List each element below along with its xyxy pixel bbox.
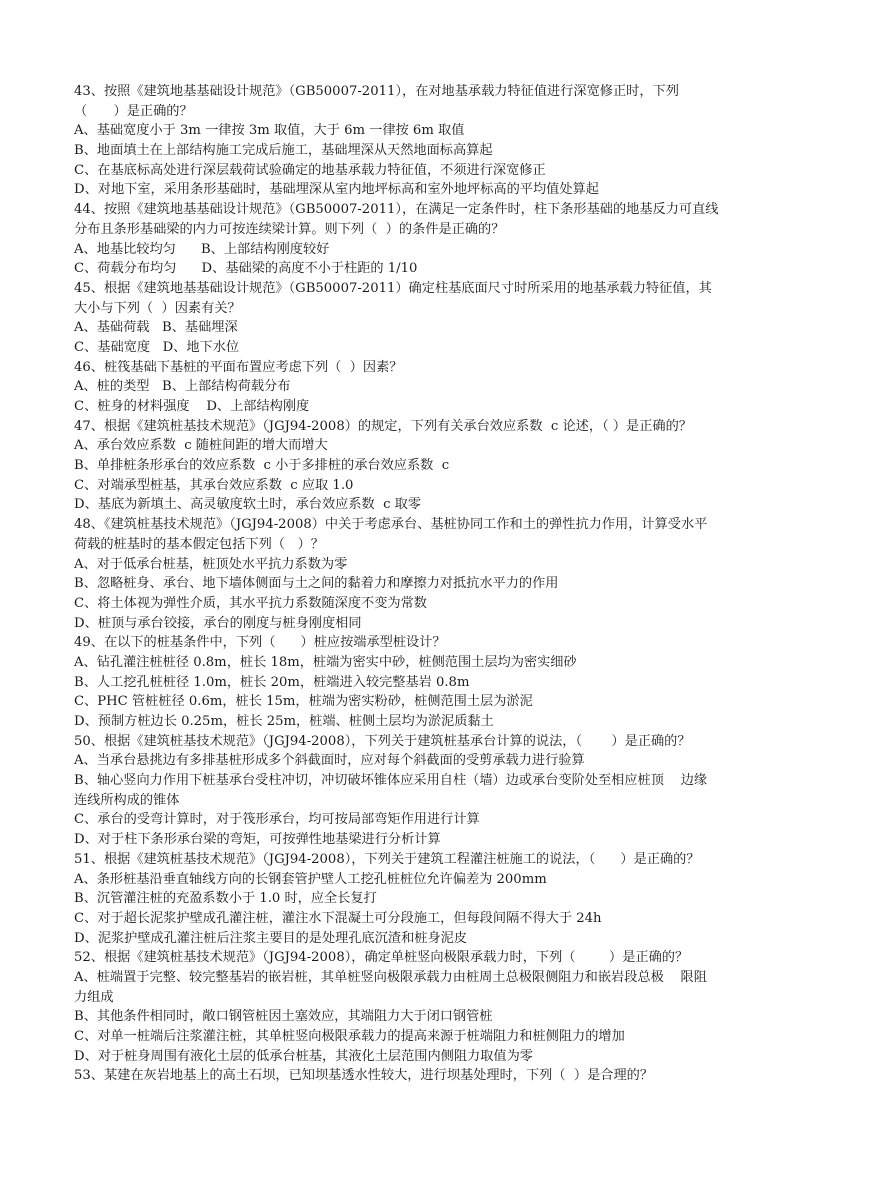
q45-stem-line-1: 45、根据《建筑地基基础设计规范》（GB50007-2011）确定柱基底面尺寸时所采用的地基承载力特征值，其 <box>74 280 712 296</box>
q50-option-c: C、承台的受弯计算时，对于筏形承台，均可按局部弯矩作用进行计算 <box>74 812 480 828</box>
q48-stem-line-1: 48、《建筑桩基技术规范》（JGJ94-2008）中关于考虑承台、基桩协同工作和土的弹性抗力作用，计算受水平 <box>74 517 708 533</box>
q50-option-a: A、当承台悬挑边有多排基桩形成多个斜截面时，应对每个斜截面的受剪承载力进行验算 <box>74 753 585 769</box>
q49-option-d: D、预制方桩边长 0.25m，桩长 25m，桩端、桩侧土层均为淤泥质黏土 <box>74 714 494 729</box>
q47-option-d: D、基底为新填土、高灵敏度软土时，承台效应系数 c 取零 <box>74 497 422 513</box>
q49-option-b: B、人工挖孔桩桩径 1.0m，桩长 20m，桩端进入较完整基岩 0.8m <box>74 674 470 690</box>
q50-option-b-line-2: 连线所构成的锥体 <box>74 792 180 808</box>
q43-stem-line-1: 43、按照《建筑地基基础设计规范》（GB50007-2011），在对地基承载力特征值进行深宽修正时，下列 <box>74 84 679 99</box>
q46-stem: 46、桩筏基础下基桩的平面布置应考虑下列（ ）因素？ <box>74 359 403 375</box>
q49-option-a: A、钻孔灌注桩桩径 0.8m，桩长 18m，桩端为密实中砂，桩侧范围土层均为密实细砂 <box>74 654 577 670</box>
q49-option-c: C、PHC 管桩桩径 0.6m，桩长 15m，桩端为密实粉砂，桩侧范围土层为淤泥 <box>74 694 533 710</box>
q45-options-cd: C、基础宽度 D、地下水位 <box>74 339 240 355</box>
q50-option-d: D、对于柱下条形承台梁的弯矩，可按弹性地基梁进行分析计算 <box>74 832 441 848</box>
q46-options-cd: C、桩身的材料强度 D、上部结构刚度 <box>74 399 310 414</box>
q45-options-ab: A、基础荷载 B、基础埋深 <box>74 320 238 336</box>
q48-option-a: A、对于低承台桩基，桩顶处水平抗力系数为零 <box>74 556 348 572</box>
q51-option-b: B、沉管灌注桩的充盈系数小于 1.0 时，应全长复打 <box>74 891 377 907</box>
q52-option-d: D、对于桩身周围有液化土层的低承台桩基，其液化土层范围内侧阻力取值为零 <box>74 1048 533 1064</box>
q44-stem-line-2: 分布且条形基础梁的内力可按连续梁计算。则下列（ ）的条件是正确的？ <box>74 221 505 237</box>
q52-option-a-line-1: A、桩端置于完整、较完整基岩的嵌岩桩，其单桩竖向极限承载力由桩周土总极限侧阻力和嵌岩段总极 限阻 <box>74 969 707 985</box>
q47-stem: 47、根据《建筑桩基技术规范》（JGJ94-2008）的规定，下列有关承台效应系数 c 论述，（ ）是正确的？ <box>74 418 692 434</box>
q48-option-d: D、桩顶与承台铰接，承台的刚度与桩身刚度相同 <box>74 615 362 631</box>
q43-option-a: A、基础宽度小于 3m 一律按 3m 取值，大于 6m 一律按 6m 取值 <box>74 123 465 139</box>
q50-stem: 50、根据《建筑桩基技术规范》（JGJ94-2008），下列关于建筑桩基承台计算的说法，（ ）是正确的？ <box>74 733 691 749</box>
q47-option-c: C、对端承型桩基，其承台效应系数 c 应取 1.0 <box>74 477 354 493</box>
q47-option-b: B、单排桩条形承台的效应系数 c 小于多排桩的承台效应系数 c <box>74 458 450 474</box>
q43-option-d: D、对地下室，采用条形基础时，基础埋深从室内地坪标高和室外地坪标高的平均值处算起 <box>74 182 599 198</box>
q51-option-c: C、对于超长泥浆护壁成孔灌注桩，灌注水下混凝土可分段施工，但每段间隔不得大于 24h <box>74 910 602 926</box>
q43-stem-line-2: （ ）是正确的？ <box>74 103 193 119</box>
q52-stem: 52、根据《建筑桩基技术规范》（JGJ94-2008），确定单桩竖向极限承载力时，下列（ ）是正确的？ <box>74 950 689 966</box>
q51-option-a: A、条形桩基沿垂直轴线方向的长钢套管护壁人工挖孔桩桩位允许偏差为 200mm <box>74 871 547 887</box>
q44-stem-line-1: 44、按照《建筑地基基础设计规范》（GB50007-2011），在满足一定条件时，柱下条形基础的地基反力可直线 <box>74 202 719 218</box>
q43-option-c: C、在基底标高处进行深层载荷试验确定的地基承载力特征值，不须进行深宽修正 <box>74 162 546 178</box>
q53-stem: 53、某建在灰岩地基上的高土石坝，已知坝基透水性较大，进行坝基处理时，下列（ ）是合理的？ <box>74 1068 654 1084</box>
q45-stem-line-2: 大小与下列（ ）因素有关？ <box>74 300 241 316</box>
q52-option-c: C、对单一桩端后注浆灌注桩，其单桩竖向极限承载力的提高来源于桩端阻力和桩侧阻力的增加 <box>74 1029 625 1044</box>
q51-option-d: D、泥浆护壁成孔灌注桩后注浆主要目的是处理孔底沉渣和桩身泥皮 <box>74 930 468 946</box>
q48-stem-line-2: 荷载的桩基时的基本假定包括下列（ ）？ <box>74 536 324 552</box>
question-text-block <box>74 82 819 1086</box>
q48-option-c: C、将土体视为弹性介质，其水平抗力系数随深度不变为常数 <box>74 595 427 611</box>
q49-stem: 49、在以下的桩基条件中，下列（ ）桩应按端承型桩设计？ <box>74 635 446 651</box>
q52-option-a-line-2: 力组成 <box>74 989 114 1005</box>
q44-options-ab: A、地基比较均匀 B、上部结构刚度较好 <box>74 241 330 257</box>
q51-stem: 51、根据《建筑桩基技术规范》（JGJ94-2008），下列关于建筑工程灌注桩施工的说法，（ ）是正确的？ <box>74 851 700 867</box>
q48-option-b: B、忽略桩身、承台、地下墙体侧面与土之间的黏着力和摩擦力对抵抗水平力的作用 <box>74 576 559 592</box>
q43-option-b: B、地面填土在上部结构施工完成后施工，基础埋深从天然地面标高算起 <box>74 143 493 159</box>
q47-option-a: A、承台效应系数 c 随桩间距的增大而增大 <box>74 438 328 454</box>
q44-options-cd: C、荷载分布均匀 D、基础梁的高度不小于柱距的 1/10 <box>74 261 418 277</box>
q52-option-b: B、其他条件相同时，敞口钢管桩因土塞效应，其端阻力大于闭口钢管桩 <box>74 1009 493 1025</box>
q46-options-ab: A、桩的类型 B、上部结构荷载分布 <box>74 379 291 395</box>
q50-option-b-line-1: B、轴心竖向力作用下桩基承台受柱冲切，冲切破坏锥体应采用自柱（墙）边或承台变阶处至相应桩顶 边缘 <box>74 773 708 789</box>
